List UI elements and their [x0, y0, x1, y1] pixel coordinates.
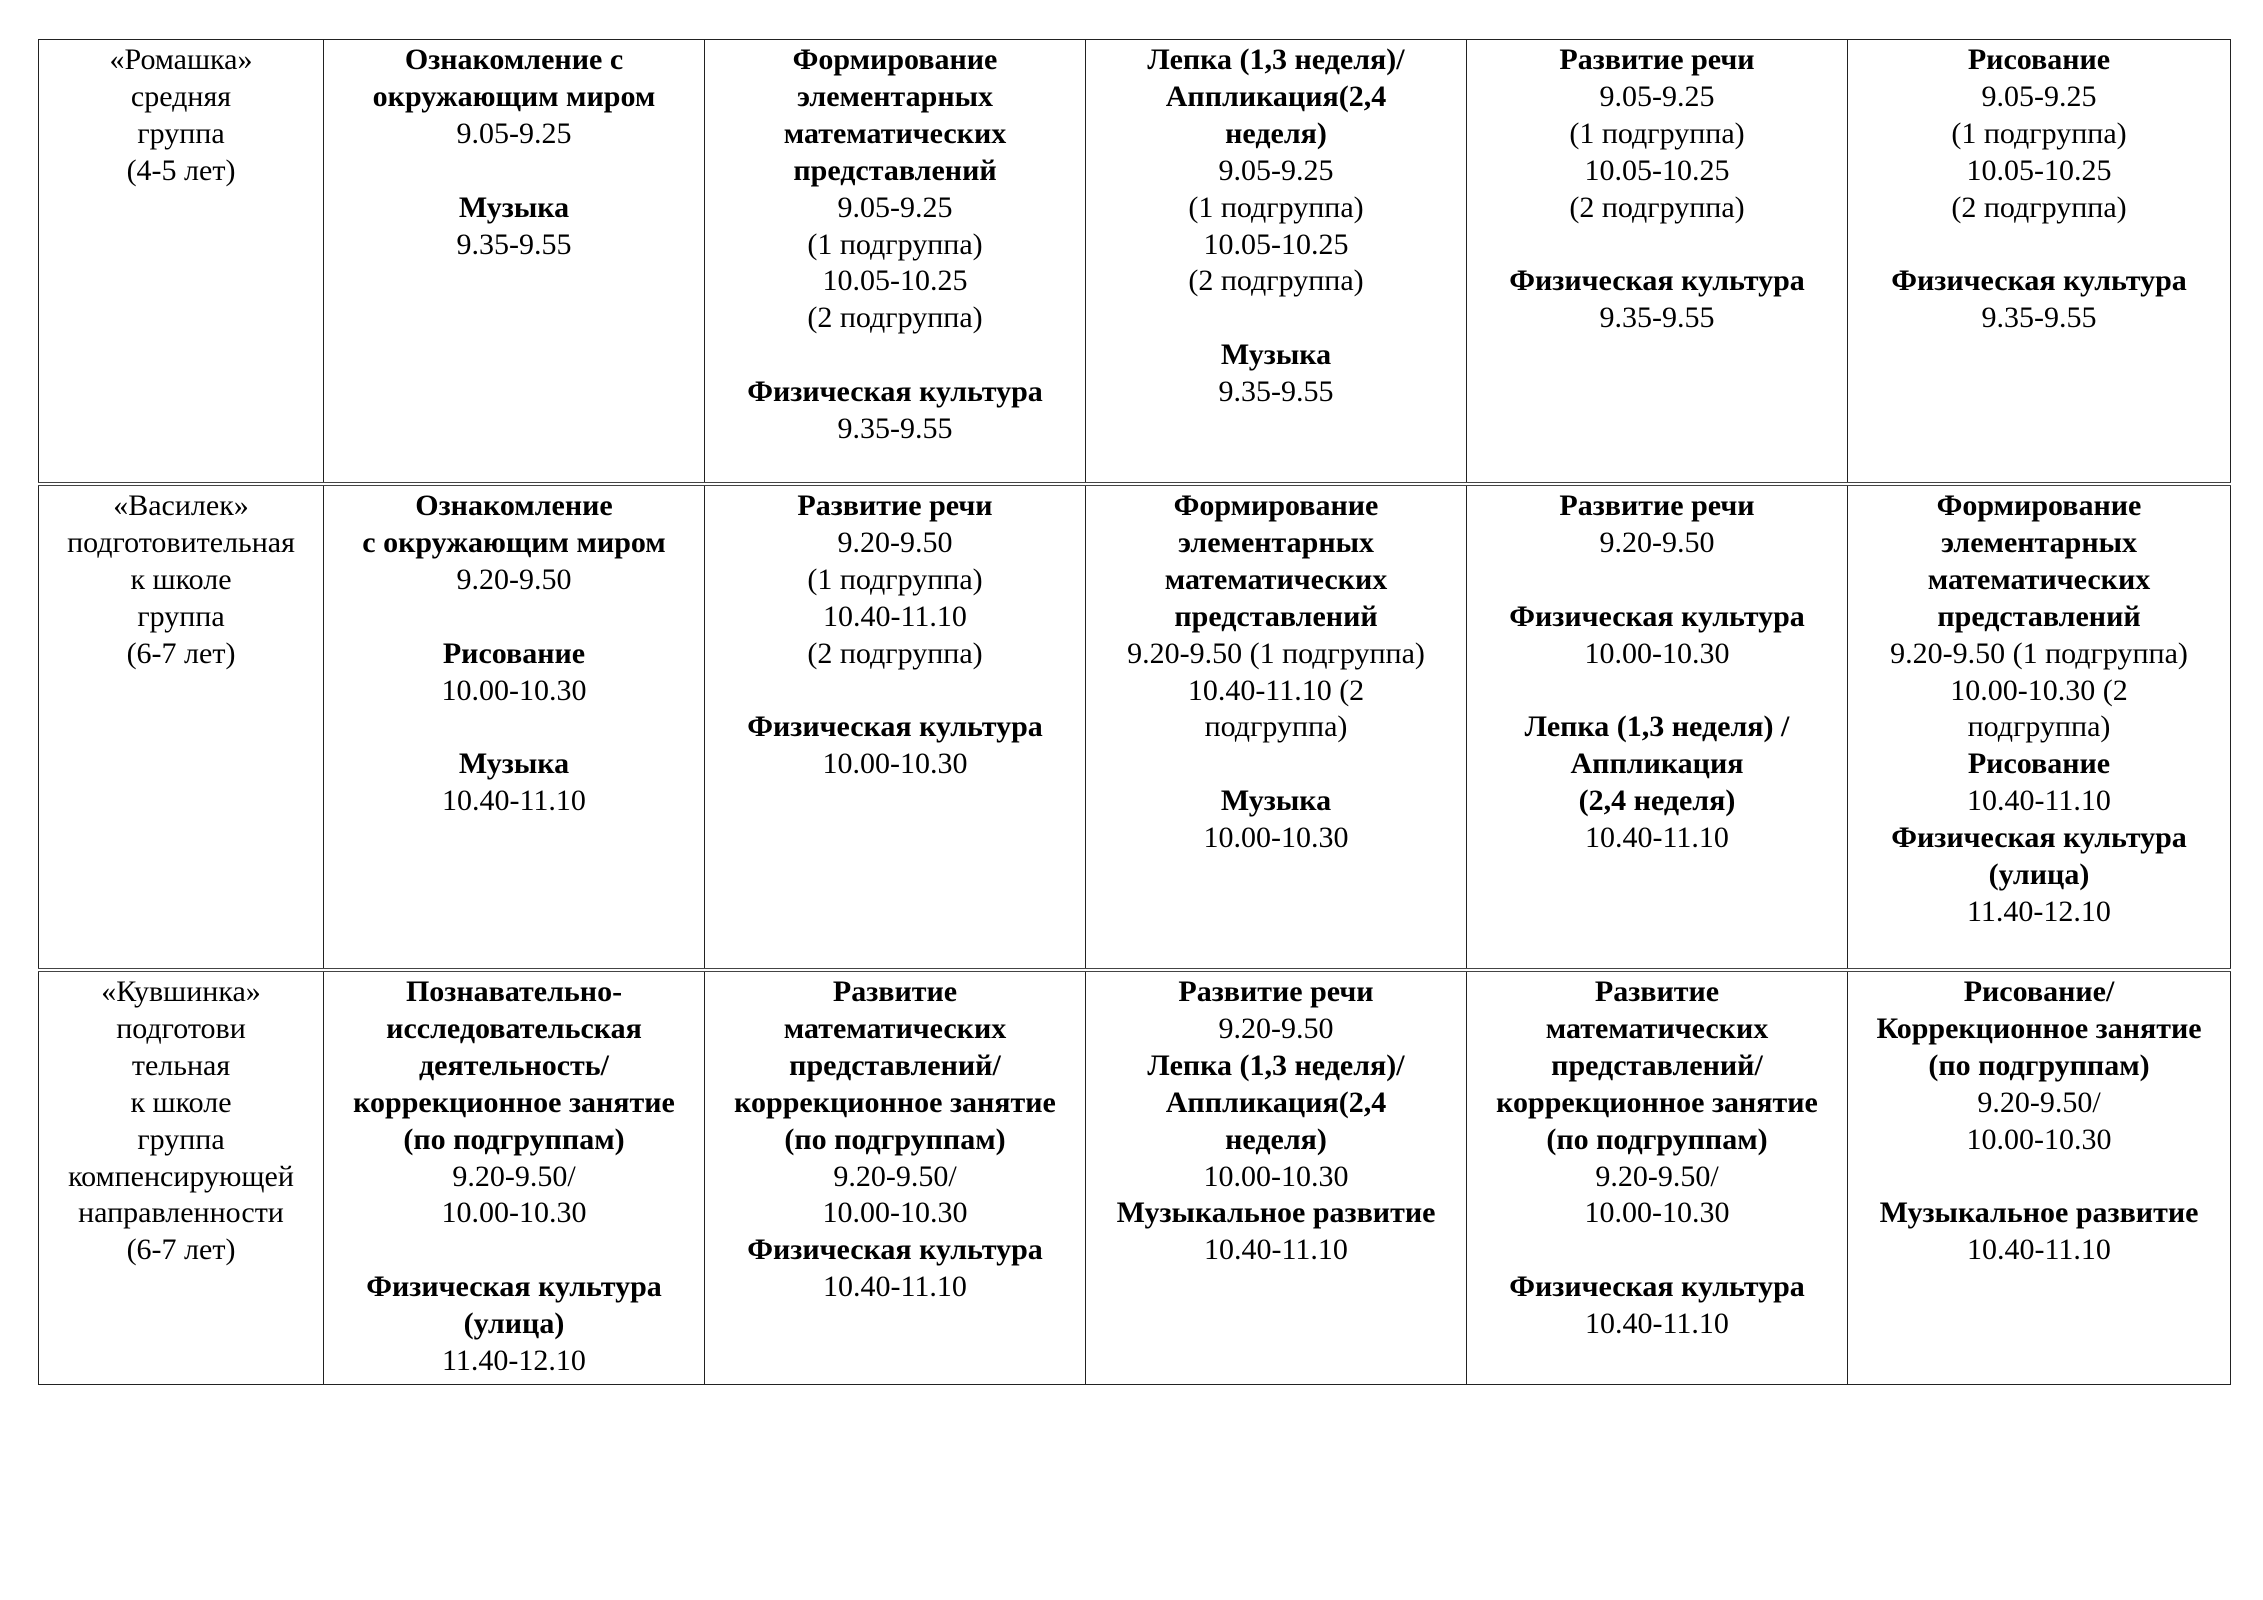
group-name-line: группа — [137, 116, 225, 150]
activity-title: (улица) — [1988, 858, 2090, 892]
activity-time: 9.20-9.50 (1 подгруппа) — [1127, 636, 1425, 670]
activity-title: Развитие речи — [797, 489, 993, 522]
activity-title: (по подгруппам) — [1546, 1122, 1768, 1156]
activity-time: (2 подгруппа) — [1569, 190, 1745, 224]
activity-title: Рисование — [1967, 43, 2111, 76]
activity-title: представлений — [793, 153, 997, 187]
activity-time: 9.35-9.55 — [1981, 301, 2097, 335]
schedule-row — [39, 970, 2231, 1385]
activity-time: 10.00-10.30 — [822, 747, 968, 781]
activity-title: Аппликация(2,4 — [1165, 1085, 1387, 1119]
activity-time: (2 подгруппа) — [807, 301, 983, 335]
activity-time: 10.40-11.10 — [823, 599, 967, 633]
activity-title: исследовательская — [386, 1011, 642, 1045]
spacer — [709, 673, 1081, 710]
group-name-line: (4-5 лет) — [126, 153, 236, 187]
group-name-line: (6-7 лет) — [126, 636, 236, 670]
day-activities-cell — [705, 484, 1086, 970]
day-activities-cell — [1086, 970, 1467, 1385]
activity-time: 9.35-9.55 — [837, 412, 953, 446]
day-activities-cell — [1467, 484, 1848, 970]
group-cell — [39, 484, 324, 970]
activity-title: неделя) — [1225, 1122, 1327, 1156]
activity-time: 9.05-9.25 — [1981, 79, 2097, 113]
day-activities-cell — [324, 484, 705, 970]
activity-time: (1 подгруппа) — [1188, 190, 1364, 224]
group-name-line: направленности — [78, 1196, 284, 1230]
activity-title: (улица) — [463, 1307, 565, 1341]
activity-title: Физическая культура — [747, 375, 1043, 409]
activity-title: (2,4 неделя) — [1578, 784, 1736, 818]
activity-title: математических — [1164, 562, 1388, 596]
activity-title: Музыкальное развитие — [1116, 1196, 1436, 1230]
activity-title: Аппликация — [1570, 747, 1744, 781]
activity-title: представлений/ — [789, 1048, 1001, 1082]
schedule-row — [39, 484, 2231, 970]
spacer — [1471, 562, 1843, 599]
activity-time: 10.00-10.30 — [441, 673, 587, 707]
group-name-line: группа — [137, 599, 225, 633]
activity-time: 9.05-9.25 — [1218, 153, 1334, 187]
spacer — [1471, 1232, 1843, 1269]
activity-time: 9.20-9.50/ — [452, 1159, 576, 1193]
activity-time: 9.05-9.25 — [1599, 79, 1715, 113]
activity-title: Лепка (1,3 неделя) / — [1524, 710, 1790, 744]
activity-time: (1 подгруппа) — [807, 562, 983, 596]
activity-title: Физическая культура — [747, 710, 1043, 744]
activity-title: представлений — [1937, 599, 2141, 633]
activity-time: (2 подгруппа) — [1951, 190, 2127, 224]
day-activities-cell — [1086, 40, 1467, 485]
activity-title: Физическая культура — [1891, 264, 2187, 298]
activity-title: Лепка (1,3 неделя)/ — [1147, 1048, 1405, 1082]
group-name-line: «Василек» — [113, 489, 249, 522]
activity-time: 10.00-10.30 — [1966, 1122, 2112, 1156]
spacer — [1852, 1159, 2226, 1196]
group-name-line: к школе — [130, 1085, 232, 1119]
activity-title: Рисование — [1967, 747, 2111, 781]
activity-title: Музыкальное развитие — [1879, 1196, 2199, 1230]
activity-time: подгруппа) — [1967, 710, 2111, 744]
activity-time: 9.35-9.55 — [1218, 375, 1334, 409]
group-name-line: группа — [137, 1122, 225, 1156]
group-name-line: «Ромашка» — [109, 43, 253, 76]
activity-title: Музыка — [458, 190, 570, 224]
activity-time: 10.05-10.25 — [1584, 153, 1730, 187]
activity-title: Физическая культура — [1891, 821, 2187, 855]
group-name-line: подготови — [116, 1011, 246, 1045]
day-activities-cell — [1086, 484, 1467, 970]
day-activities-cell — [1467, 40, 1848, 485]
activity-time: 10.40-11.10 — [1967, 784, 2111, 818]
activity-time: 10.05-10.25 — [822, 264, 968, 298]
activity-title: (по подгруппам) — [784, 1122, 1006, 1156]
activity-title: коррекционное занятие — [353, 1085, 675, 1119]
activity-title: Развитие — [1594, 975, 1720, 1008]
activity-title: с окружающим миром — [362, 525, 666, 559]
activity-title: Физическая культура — [1509, 599, 1805, 633]
activity-title: представлений — [1174, 599, 1378, 633]
day-activities-cell — [1848, 40, 2231, 485]
activity-time: 10.00-10.30 — [441, 1196, 587, 1230]
activity-title: Коррекционное занятие — [1876, 1011, 2202, 1045]
activity-title: окружающим миром — [372, 79, 656, 113]
day-activities-cell — [1467, 970, 1848, 1385]
activity-time: 9.05-9.25 — [456, 116, 572, 150]
day-activities-cell — [324, 40, 705, 485]
group-cell — [39, 40, 324, 485]
activity-time: 10.00-10.30 — [1203, 821, 1349, 855]
activity-time: 9.35-9.55 — [456, 227, 572, 261]
activity-title: Развитие речи — [1559, 43, 1755, 76]
activity-title: Формирование — [1173, 489, 1379, 522]
schedule-table — [38, 39, 2231, 1385]
activity-time: 9.20-9.50 — [1599, 525, 1715, 559]
activity-time: 11.40-12.10 — [442, 1344, 586, 1378]
activity-title: математических — [783, 1011, 1007, 1045]
spacer — [1090, 300, 1462, 337]
activity-title: Ознакомление — [415, 489, 613, 522]
activity-title: деятельность/ — [418, 1048, 609, 1082]
activity-time: 10.40-11.10 — [1967, 1233, 2111, 1267]
schedule-row — [39, 40, 2231, 485]
activity-title: Развитие — [832, 975, 958, 1008]
activity-time: 10.40-11.10 — [823, 1270, 967, 1304]
activity-time: 9.20-9.50 — [1218, 1011, 1334, 1045]
activity-title: (по подгруппам) — [403, 1122, 625, 1156]
activity-title: Музыка — [1220, 784, 1332, 818]
activity-title: Формирование — [1936, 489, 2142, 522]
activity-title: Познавательно- — [405, 975, 623, 1008]
spacer — [1471, 673, 1843, 710]
group-cell — [39, 970, 324, 1385]
activity-time: 10.00-10.30 — [1584, 1196, 1730, 1230]
activity-title: Формирование — [792, 43, 998, 76]
activity-time: 9.20-9.50/ — [833, 1159, 957, 1193]
activity-time: 10.05-10.25 — [1966, 153, 2112, 187]
group-name-line: подготовительная — [67, 525, 295, 559]
activity-title: элементарных — [1177, 525, 1375, 559]
activity-title: Физическая культура — [747, 1233, 1043, 1267]
activity-time: 10.00-10.30 — [1584, 636, 1730, 670]
activity-time: 10.00-10.30 — [1203, 1159, 1349, 1193]
activity-time: 10.00-10.30 (2 — [1950, 673, 2128, 707]
spacer — [328, 599, 700, 636]
group-name-line: «Кувшинка» — [101, 975, 261, 1008]
spacer — [328, 153, 700, 190]
activity-time: 10.05-10.25 — [1203, 227, 1349, 261]
activity-time: 10.40-11.10 (2 — [1187, 673, 1365, 707]
activity-title: Рисование — [442, 636, 586, 670]
activity-title: Развитие речи — [1559, 489, 1755, 522]
activity-time: подгруппа) — [1204, 710, 1348, 744]
day-activities-cell — [1848, 484, 2231, 970]
activity-title: Аппликация(2,4 — [1165, 79, 1387, 113]
activity-title: Развитие речи — [1178, 975, 1374, 1008]
spacer — [328, 709, 700, 746]
activity-title: математических — [1927, 562, 2151, 596]
activity-title: коррекционное занятие — [734, 1085, 1056, 1119]
activity-time: (2 подгруппа) — [807, 636, 983, 670]
spacer — [328, 1232, 700, 1269]
activity-time: 9.05-9.25 — [837, 190, 953, 224]
group-name-line: средняя — [130, 79, 232, 113]
spacer — [1471, 227, 1843, 264]
activity-title: (по подгруппам) — [1928, 1048, 2150, 1082]
activity-title: Физическая культура — [1509, 1270, 1805, 1304]
activity-title: представлений/ — [1551, 1048, 1763, 1082]
activity-time: 10.40-11.10 — [1585, 1307, 1729, 1341]
activity-time: 10.40-11.10 — [1585, 821, 1729, 855]
activity-title: Физическая культура — [366, 1270, 662, 1304]
activity-title: Музыка — [458, 747, 570, 781]
activity-time: 11.40-12.10 — [1967, 894, 2111, 928]
spacer — [1090, 746, 1462, 783]
activity-time: 9.35-9.55 — [1599, 301, 1715, 335]
activity-time: 10.00-10.30 — [822, 1196, 968, 1230]
activity-time: 9.20-9.50 — [837, 525, 953, 559]
activity-title: неделя) — [1225, 116, 1327, 150]
activity-time: 9.20-9.50 (1 подгруппа) — [1890, 636, 2188, 670]
day-activities-cell — [705, 40, 1086, 485]
activity-title: Ознакомление с — [404, 43, 624, 76]
activity-time: (1 подгруппа) — [1569, 116, 1745, 150]
activity-time: 9.20-9.50/ — [1595, 1159, 1719, 1193]
activity-time: 10.40-11.10 — [1204, 1233, 1348, 1267]
activity-time: 9.20-9.50 — [456, 562, 572, 596]
activity-time: (1 подгруппа) — [807, 227, 983, 261]
activity-time: (1 подгруппа) — [1951, 116, 2127, 150]
day-activities-cell — [705, 970, 1086, 1385]
activity-time: 9.20-9.50/ — [1977, 1085, 2101, 1119]
group-name-line: (6-7 лет) — [126, 1233, 236, 1267]
spacer — [1852, 227, 2226, 264]
activity-title: математических — [1545, 1011, 1769, 1045]
spacer — [709, 337, 1081, 374]
group-name-line: тельная — [131, 1048, 231, 1082]
activity-title: Лепка (1,3 неделя)/ — [1147, 43, 1405, 76]
day-activities-cell — [324, 970, 705, 1385]
activity-title: элементарных — [796, 79, 994, 113]
day-activities-cell — [1848, 970, 2231, 1385]
group-name-line: к школе — [130, 562, 232, 596]
activity-title: Рисование/ — [1963, 975, 2115, 1008]
activity-title: Физическая культура — [1509, 264, 1805, 298]
activity-time: 10.40-11.10 — [442, 784, 586, 818]
activity-title: коррекционное занятие — [1496, 1085, 1818, 1119]
group-name-line: компенсирующей — [68, 1159, 294, 1193]
activity-title: элементарных — [1940, 525, 2138, 559]
activity-time: (2 подгруппа) — [1188, 264, 1364, 298]
activity-title: математических — [783, 116, 1007, 150]
activity-title: Музыка — [1220, 338, 1332, 372]
